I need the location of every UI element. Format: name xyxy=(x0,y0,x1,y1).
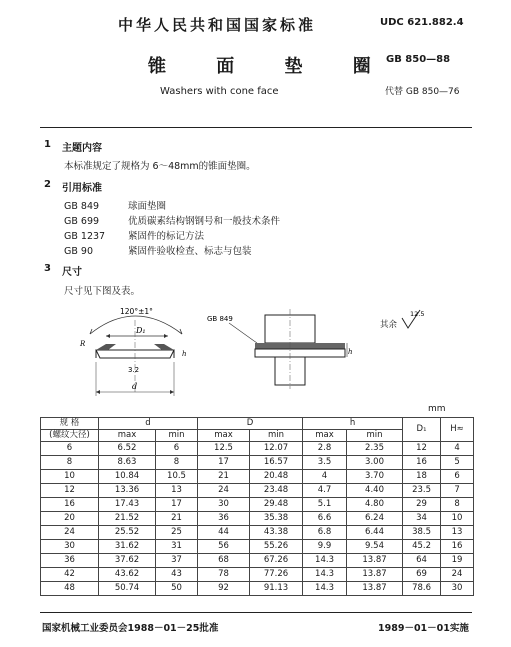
header-D: D xyxy=(198,418,303,430)
table-row xyxy=(41,554,474,568)
table-cell: 14.3 xyxy=(303,554,347,568)
surface-finish-value: 12.5 xyxy=(410,310,425,318)
table-cell: 6 xyxy=(441,470,474,484)
table-cell: 21.52 xyxy=(99,512,156,526)
table-cell: 12 xyxy=(403,442,441,456)
table-cell: 16.57 xyxy=(250,456,303,470)
section-2-title: 引用标准 xyxy=(62,183,102,194)
table-cell: 37.62 xyxy=(99,554,156,568)
table-cell: 13 xyxy=(441,526,474,540)
udc-number: UDC 621.882.4 xyxy=(380,17,464,28)
table-cell: 6.52 xyxy=(99,442,156,456)
table-cell: 4.80 xyxy=(347,498,403,512)
surface-finish-symbol-icon xyxy=(400,308,430,330)
table-cell: 4 xyxy=(303,470,347,484)
table-cell: 6 xyxy=(156,442,198,456)
table-cell: 7 xyxy=(441,484,474,498)
table-cell: 37 xyxy=(156,554,198,568)
header-D1: D₁ xyxy=(403,418,441,442)
table-cell: 19 xyxy=(441,554,474,568)
table-cell: 91.13 xyxy=(250,582,303,596)
table-cell: 5.1 xyxy=(303,498,347,512)
table-cell: 50.74 xyxy=(99,582,156,596)
table-cell: 29 xyxy=(403,498,441,512)
table-cell: 8.63 xyxy=(99,456,156,470)
table-cell: 3.70 xyxy=(347,470,403,484)
reference-title: 紧固件验收检查、标志与包装 xyxy=(128,246,252,257)
table-cell: 55.26 xyxy=(250,540,303,554)
header-H: H≈ xyxy=(441,418,474,442)
radius-label: R xyxy=(80,340,86,348)
table-cell: 48 xyxy=(41,582,99,596)
table-cell: 56 xyxy=(198,540,250,554)
reference-title: 紧固件的标记方法 xyxy=(128,231,205,242)
table-row xyxy=(41,512,474,526)
assembly-h-label: h xyxy=(348,348,353,356)
header-spec: 规 格 xyxy=(41,418,99,430)
table-cell: 16 xyxy=(403,456,441,470)
table-cell: 3.5 xyxy=(303,456,347,470)
table-cell: 9.54 xyxy=(347,540,403,554)
table-cell: 31 xyxy=(156,540,198,554)
table-cell: 44 xyxy=(198,526,250,540)
table-cell: 92 xyxy=(198,582,250,596)
header-h-min: min xyxy=(347,430,403,442)
table-cell: 25.52 xyxy=(99,526,156,540)
dimension-table-body xyxy=(41,442,474,596)
table-cell: 6.44 xyxy=(347,526,403,540)
table-cell: 3.00 xyxy=(347,456,403,470)
table-cell: 18 xyxy=(403,470,441,484)
table-row xyxy=(41,540,474,554)
table-row xyxy=(41,582,474,596)
table-cell: 8 xyxy=(441,498,474,512)
reference-code: GB 699 xyxy=(64,216,100,227)
assembly-drawing xyxy=(205,305,355,390)
table-cell: 10.5 xyxy=(156,470,198,484)
table-cell: 12.5 xyxy=(198,442,250,456)
table-cell: 68 xyxy=(198,554,250,568)
assembly-ref-label: GB 849 xyxy=(207,315,233,323)
table-cell: 17 xyxy=(156,498,198,512)
header-h: h xyxy=(303,418,403,430)
table-cell: 24 xyxy=(198,484,250,498)
table-cell: 45.2 xyxy=(403,540,441,554)
table-cell: 4.7 xyxy=(303,484,347,498)
table-row xyxy=(41,484,474,498)
effective-date: 1989－01－01实施 xyxy=(378,623,469,634)
reference-code: GB 1237 xyxy=(64,231,106,242)
table-cell: 13.87 xyxy=(347,582,403,596)
table-cell: 17 xyxy=(198,456,250,470)
surface-finish-text: 其余 xyxy=(380,320,398,330)
table-cell: 8 xyxy=(41,456,99,470)
table-cell: 21 xyxy=(198,470,250,484)
reference-item xyxy=(64,198,166,212)
table-row xyxy=(41,568,474,582)
dimension-table xyxy=(40,417,474,596)
document-title: 锥 面 垫 圈 xyxy=(148,56,393,77)
table-cell: 17.43 xyxy=(99,498,156,512)
table-cell: 64 xyxy=(403,554,441,568)
reference-code: GB 849 xyxy=(64,201,100,212)
section-1-text: 本标准规定了规格为 6～48mm的锥面垫圈。 xyxy=(64,161,256,172)
h-label: h xyxy=(182,350,187,358)
header-d: d xyxy=(99,418,198,430)
table-cell: 36 xyxy=(41,554,99,568)
table-cell: 6.24 xyxy=(347,512,403,526)
table-cell: 13.36 xyxy=(99,484,156,498)
section-3-text: 尺寸见下图及表。 xyxy=(64,286,141,297)
table-cell: 2.8 xyxy=(303,442,347,456)
section-1-number: 1 xyxy=(44,139,51,150)
table-cell: 13 xyxy=(156,484,198,498)
table-cell: 24 xyxy=(441,568,474,582)
table-cell: 43.62 xyxy=(99,568,156,582)
table-cell: 78 xyxy=(198,568,250,582)
table-cell: 24 xyxy=(41,526,99,540)
table-cell: 10 xyxy=(441,512,474,526)
table-cell: 69 xyxy=(403,568,441,582)
table-row xyxy=(41,526,474,540)
table-cell: 38.5 xyxy=(403,526,441,540)
english-title: Washers with cone face xyxy=(160,86,279,97)
table-cell: 43 xyxy=(156,568,198,582)
table-cell: 67.26 xyxy=(250,554,303,568)
table-cell: 2.35 xyxy=(347,442,403,456)
table-cell: 77.26 xyxy=(250,568,303,582)
table-cell: 5 xyxy=(441,456,474,470)
table-cell: 43.38 xyxy=(250,526,303,540)
reference-item xyxy=(64,243,252,257)
table-cell: 36 xyxy=(198,512,250,526)
table-cell: 8 xyxy=(156,456,198,470)
cone-angle-label: 120°±1° xyxy=(120,307,153,316)
table-cell: 4.40 xyxy=(347,484,403,498)
table-cell: 42 xyxy=(41,568,99,582)
header-D-max: max xyxy=(198,430,250,442)
table-cell: 50 xyxy=(156,582,198,596)
surface-roughness-mark: 3.2 xyxy=(128,366,140,374)
table-cell: 35.38 xyxy=(250,512,303,526)
table-cell: 6.6 xyxy=(303,512,347,526)
table-cell: 12 xyxy=(41,484,99,498)
header-D-min: min xyxy=(250,430,303,442)
table-cell: 13.87 xyxy=(347,554,403,568)
table-cell: 30 xyxy=(41,540,99,554)
section-2-number: 2 xyxy=(44,179,51,190)
washer-section-drawing xyxy=(60,300,210,405)
table-cell: 34 xyxy=(403,512,441,526)
table-cell: 6.8 xyxy=(303,526,347,540)
table-cell: 21 xyxy=(156,512,198,526)
d1-label: D₁ xyxy=(136,326,146,335)
table-cell: 23.48 xyxy=(250,484,303,498)
reference-item xyxy=(64,213,280,227)
unit-label: mm xyxy=(428,404,446,414)
standard-org-title: 中华人民共和国国家标准 xyxy=(118,16,317,34)
table-cell: 16 xyxy=(441,540,474,554)
reference-item xyxy=(64,228,204,242)
table-cell: 16 xyxy=(41,498,99,512)
section-1-title: 主题内容 xyxy=(62,143,102,154)
table-cell: 14.3 xyxy=(303,582,347,596)
footer-divider xyxy=(40,612,472,613)
table-cell: 20 xyxy=(41,512,99,526)
table-cell: 29.48 xyxy=(250,498,303,512)
table-cell: 4 xyxy=(441,442,474,456)
d-label: d xyxy=(132,382,138,391)
table-cell: 25 xyxy=(156,526,198,540)
table-row xyxy=(41,442,474,456)
table-cell: 23.5 xyxy=(403,484,441,498)
table-cell: 30 xyxy=(198,498,250,512)
reference-code: GB 90 xyxy=(64,246,93,257)
table-cell: 10 xyxy=(41,470,99,484)
reference-title: 球面垫圈 xyxy=(128,201,167,212)
table-cell: 9.9 xyxy=(303,540,347,554)
table-row xyxy=(41,456,474,470)
table-cell: 78.6 xyxy=(403,582,441,596)
replaces-standard: 代替 GB 850—76 xyxy=(385,87,460,97)
table-cell: 30 xyxy=(441,582,474,596)
section-3-number: 3 xyxy=(44,263,51,274)
header-h-max: max xyxy=(303,430,347,442)
header-divider xyxy=(40,127,472,128)
table-cell: 12.07 xyxy=(250,442,303,456)
table-cell: 31.62 xyxy=(99,540,156,554)
issuer-text: 国家机械工业委员会1988－01－25批准 xyxy=(42,623,219,634)
table-cell: 20.48 xyxy=(250,470,303,484)
table-row xyxy=(41,470,474,484)
table-cell: 6 xyxy=(41,442,99,456)
header-d-max: max xyxy=(99,430,156,442)
table-cell: 13.87 xyxy=(347,568,403,582)
header-d-min: min xyxy=(156,430,198,442)
table-row xyxy=(41,498,474,512)
reference-title: 优质碳素结构钢钢号和一般技术条件 xyxy=(128,216,281,227)
table-cell: 10.84 xyxy=(99,470,156,484)
section-3-title: 尺寸 xyxy=(62,267,82,278)
header-spec-sub: (螺纹大径) xyxy=(41,430,99,442)
table-cell: 14.3 xyxy=(303,568,347,582)
gb-number: GB 850—88 xyxy=(386,54,451,65)
